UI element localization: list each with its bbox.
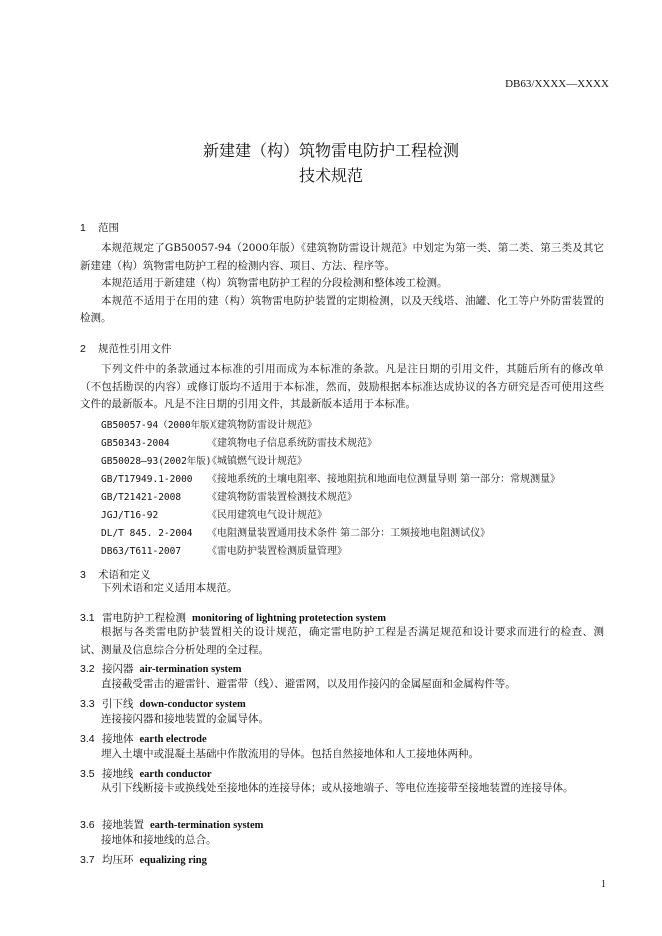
term-english: earth-termination system [150, 820, 264, 831]
term-chinese: 雷电防护工程检测 [102, 612, 186, 624]
page-number: 1 [601, 879, 606, 890]
term-heading [80, 610, 386, 625]
reference-code: JGJ/T16-92 [101, 510, 159, 521]
reference-code: GB/T17949.1-2000 [101, 474, 193, 485]
section-2-heading [80, 341, 172, 356]
reference-name: 《民用建筑电气设计规范》 [207, 510, 327, 521]
reference-item [101, 524, 490, 539]
section-number: 3 [80, 569, 86, 581]
reference-code: DL/T 845. 2-2004 [101, 528, 193, 539]
paragraph: 下列文件中的条款通过本标准的引用而成为本标准的条款。凡是注日期的引用文件，其随后所有的修改单（不包括勘误的内容）或修订版均不适用于本标准，然而，鼓励根据本标准达成协议的各方研究是否可使用这些文件的最新版本。凡是不注日期的引用文件，其最新版本适用于本标准。 [80, 363, 604, 410]
term-chinese: 接地装置 [102, 819, 144, 831]
reference-item [101, 542, 347, 557]
term-english: earth conductor [139, 769, 212, 780]
term-heading [80, 661, 241, 676]
term-heading [80, 731, 207, 746]
term-definition [80, 711, 604, 729]
reference-item [101, 452, 307, 467]
term-definition [80, 832, 604, 850]
section-number: 2 [80, 343, 86, 355]
reference-name: 《城镇燃气设计规范》 [207, 456, 307, 467]
term-definition [80, 780, 604, 798]
section-number: 1 [80, 222, 86, 234]
term-definition [80, 746, 604, 764]
reference-name: 《建筑物防雷设计规范》 [207, 420, 317, 431]
section-title: 范围 [98, 222, 119, 234]
document-subtitle: 技术规范 [298, 166, 363, 185]
term-chinese: 接闪器 [102, 663, 134, 675]
reference-name: 《接地系统的土壤电阻率、接地阻抗和地面电位测量导则 第一部分：常规测量》 [207, 474, 561, 485]
term-english: down-conductor system [139, 699, 246, 710]
term-english: air-termination system [139, 664, 242, 675]
section-2-body [80, 361, 604, 414]
term-english: monitoring of lightning protetection system [192, 613, 387, 624]
paragraph: 直接截受雷击的避雷针、避雷带（线）、避雷网，以及用作接闪的金属屋面和金属构件等。 [101, 678, 516, 690]
reference-item [101, 434, 377, 449]
term-number: 3.7 [80, 854, 95, 866]
term-chinese: 接地线 [102, 768, 134, 780]
reference-code: GB50343-2004 [101, 438, 170, 449]
reference-item [101, 470, 560, 485]
section-1-body [80, 240, 604, 328]
term-number: 3.5 [80, 768, 95, 780]
term-number: 3.1 [80, 612, 95, 624]
paragraph: 埋入土壤中或混凝土基础中作散流用的导体。包括自然接地体和人工接地体两种。 [101, 748, 479, 760]
section-3-body [80, 580, 604, 598]
paragraph: 接地体和接地线的总合。 [101, 834, 217, 846]
section-1-heading [80, 220, 119, 235]
term-chinese: 引下线 [102, 698, 134, 710]
term-english: equalizing ring [139, 855, 207, 866]
term-chinese: 均压环 [102, 854, 134, 866]
term-heading [80, 817, 263, 832]
paragraph: 下列术语和定义适用本规范。 [101, 582, 238, 594]
document-code: DB63/XXXX—XXXX [505, 78, 609, 90]
paragraph: 连接接闪器和接地装置的金属导体。 [101, 713, 269, 725]
document-title: 新建建（构）筑物雷电防护工程检测 [202, 141, 459, 160]
term-number: 3.4 [80, 733, 95, 745]
term-number: 3.2 [80, 663, 95, 675]
reference-code: DB63/T611-2007 [101, 546, 182, 557]
paragraph: 本规范适用于新建建（构）筑物雷电防护工程的分段检测和整体竣工检测。 [101, 277, 448, 289]
reference-code: GB50028—93(2002年版) [101, 456, 212, 467]
paragraph: 根据与各类雷电防护装置相关的设计规范，确定雷电防护工程是否满足规范和设计要求而进行的检查、测试、测量及信息综合分析处理的全过程。 [80, 626, 604, 656]
term-heading [80, 852, 207, 867]
reference-item [101, 488, 357, 503]
reference-name: 《建筑物电子信息系统防雷技术规范》 [207, 438, 377, 449]
term-chinese: 接地体 [102, 733, 134, 745]
term-english: earth electrode [139, 734, 207, 745]
term-definition [80, 624, 604, 659]
reference-item [101, 506, 327, 521]
reference-code: GB50057-94（2000年版） [101, 420, 220, 431]
term-heading [80, 696, 246, 711]
reference-name: 《雷电防护装置检测质量管理》 [207, 546, 347, 557]
section-title: 术语和定义 [98, 569, 151, 581]
reference-name: 《电阻测量装置通用技术条件 第二部分：工频接地电阻测试仪》 [207, 528, 491, 539]
reference-code: GB/T21421-2008 [101, 492, 182, 503]
term-number: 3.6 [80, 819, 95, 831]
term-heading [80, 766, 212, 781]
paragraph: 本规范规定了GB50057-94（2000年版）《建筑物防雷设计规范》中划定为第一类、第二类、第三类及其它新建建（构）筑物雷电防护工程的检测内容、项目、方法、程序等。 [80, 242, 604, 272]
term-definition [80, 676, 604, 694]
paragraph: 从引下线断接卡或换线处至接地体的连接导体；或从接地端子、等电位连接带至接地装置的连接导体。 [101, 782, 574, 794]
reference-name: 《建筑物防雷装置检测技术规范》 [207, 492, 357, 503]
reference-item [101, 416, 317, 431]
section-title: 规范性引用文件 [98, 343, 172, 355]
paragraph: 本规范不适用于在用的建（构）筑物雷电防护装置的定期检测，以及天线塔、油罐、化工等户外防雷装置的检测。 [80, 294, 604, 324]
term-number: 3.3 [80, 698, 95, 710]
